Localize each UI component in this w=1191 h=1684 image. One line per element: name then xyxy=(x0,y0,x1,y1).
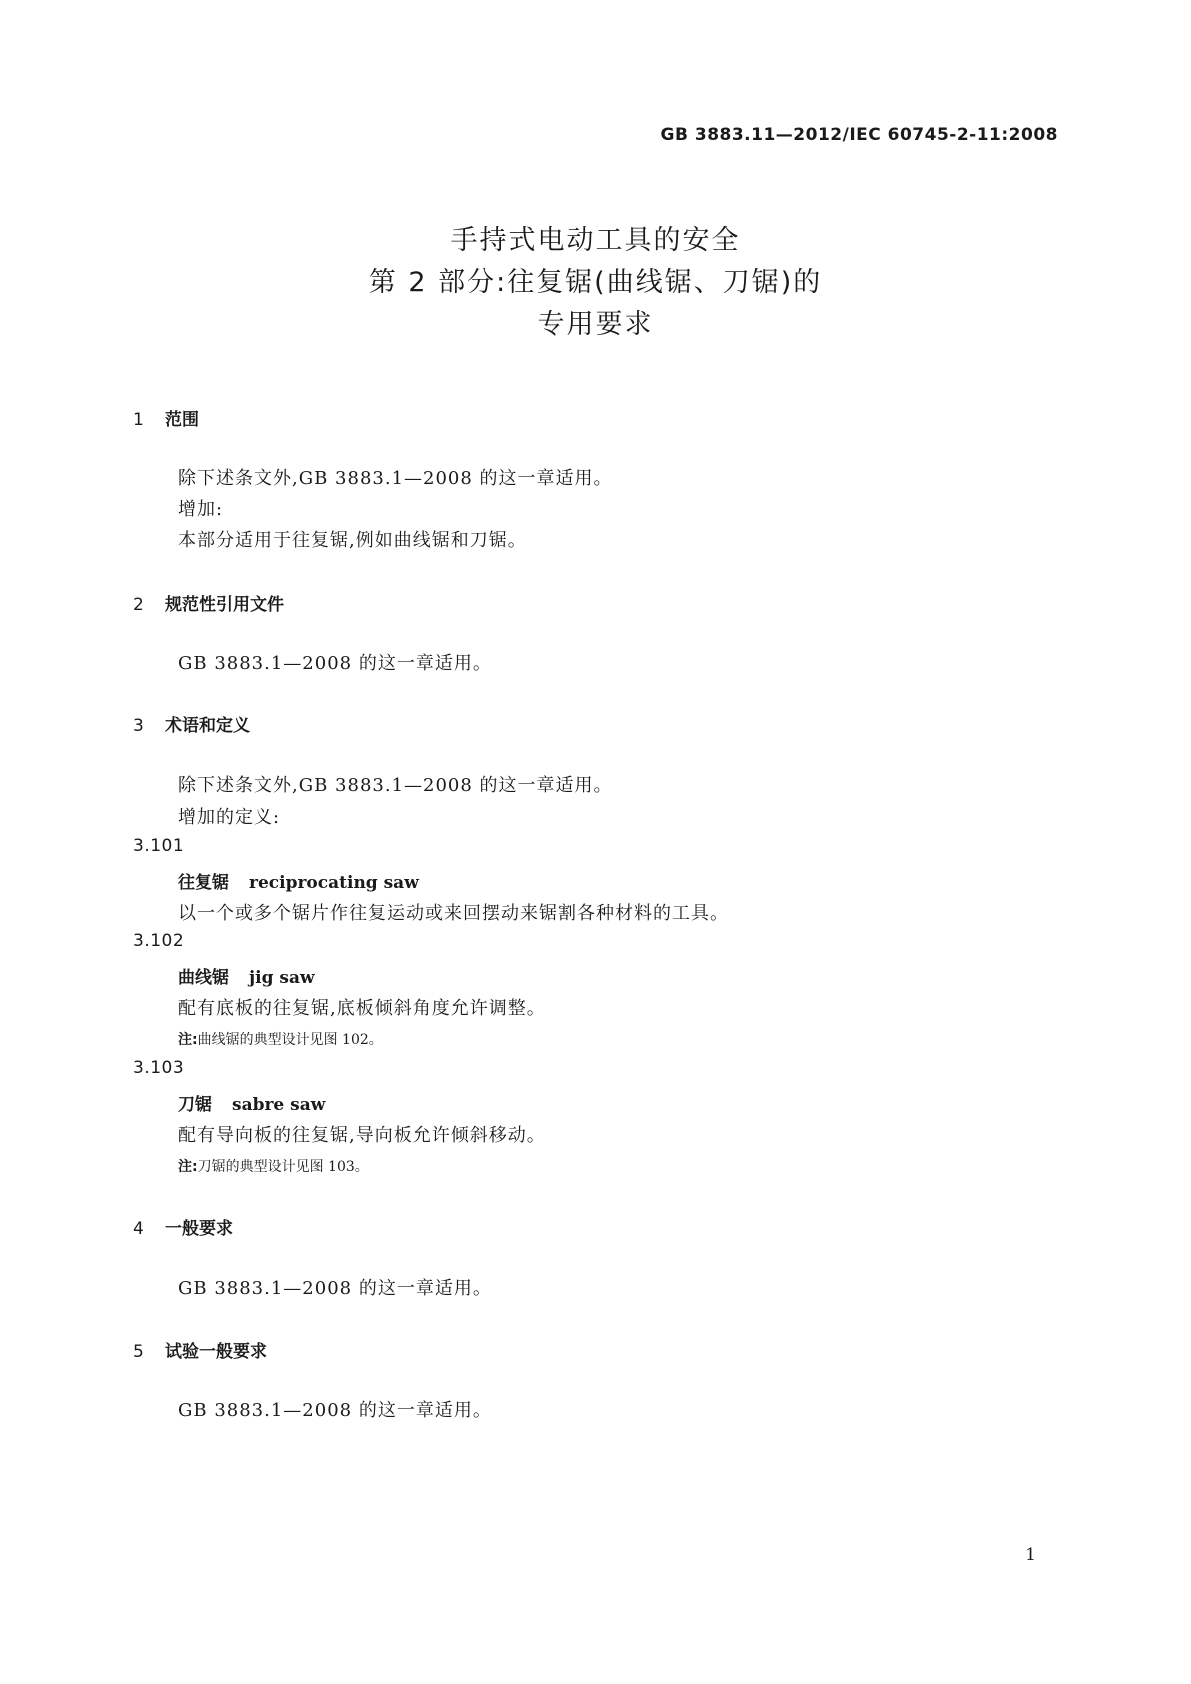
section-2-title: 规范性引用文件 xyxy=(165,595,284,615)
document-title-line-2: 第 2 部分:往复锯(曲线锯、刀锯)的 xyxy=(368,267,823,298)
term-3-101-zh: 往复锯 xyxy=(178,873,229,893)
section-1-title: 范围 xyxy=(165,410,199,430)
section-5-heading xyxy=(133,1337,267,1362)
term-3-102-zh: 曲线锯 xyxy=(178,968,229,988)
document-title-line-1: 手持式电动工具的安全 xyxy=(450,225,741,256)
section-3-title: 术语和定义 xyxy=(165,716,250,736)
term-3-102-note xyxy=(178,1029,383,1049)
standard-code: GB 3883.11—2012/IEC 60745-2-11:2008 xyxy=(660,125,1058,145)
term-3-102-en: jig saw xyxy=(249,968,315,988)
section-1-para-1: 除下述条文外,GB 3883.1—2008 的这一章适用。 xyxy=(178,468,613,489)
document-title-line-3: 专用要求 xyxy=(537,309,654,340)
term-3-101-en: reciprocating saw xyxy=(249,873,419,893)
term-3-101-heading xyxy=(178,868,419,893)
section-5-number: 5 xyxy=(133,1342,144,1362)
section-4-number: 4 xyxy=(133,1219,144,1239)
note-text: 曲线锯的典型设计见图 102。 xyxy=(197,1032,383,1048)
note-label: 注: xyxy=(178,1159,198,1175)
section-2-para-1: GB 3883.1—2008 的这一章适用。 xyxy=(178,653,492,674)
section-5-title: 试验一般要求 xyxy=(165,1342,267,1362)
page-number: 1 xyxy=(1025,1545,1036,1565)
term-3-102-number: 3.102 xyxy=(133,931,185,951)
section-1-para-2: 增加: xyxy=(178,499,224,520)
section-4-para-1: GB 3883.1—2008 的这一章适用。 xyxy=(178,1278,492,1299)
section-3-number: 3 xyxy=(133,716,144,736)
term-3-103-heading xyxy=(178,1090,325,1115)
term-3-103-en: sabre saw xyxy=(232,1095,326,1115)
section-3-heading xyxy=(133,711,250,736)
section-2-heading xyxy=(133,590,284,615)
term-3-102-heading xyxy=(178,963,315,988)
term-3-103-definition: 配有导向板的往复锯,导向板允许倾斜移动。 xyxy=(178,1125,546,1146)
term-3-103-note xyxy=(178,1156,369,1176)
section-1-heading xyxy=(133,405,199,430)
section-5-para-1: GB 3883.1—2008 的这一章适用。 xyxy=(178,1400,492,1421)
term-3-101-definition: 以一个或多个锯片作往复运动或来回摆动来锯割各种材料的工具。 xyxy=(178,903,729,924)
term-3-102-definition: 配有底板的往复锯,底板倾斜角度允许调整。 xyxy=(178,998,546,1019)
section-3-para-1: 除下述条文外,GB 3883.1—2008 的这一章适用。 xyxy=(178,775,613,796)
note-label: 注: xyxy=(178,1032,198,1048)
section-4-title: 一般要求 xyxy=(165,1219,233,1239)
term-3-103-zh: 刀锯 xyxy=(178,1095,212,1115)
section-1-number: 1 xyxy=(133,410,144,430)
note-text: 刀锯的典型设计见图 103。 xyxy=(197,1159,369,1175)
section-3-para-2: 增加的定义: xyxy=(178,807,281,828)
term-3-101-number: 3.101 xyxy=(133,836,185,856)
term-3-103-number: 3.103 xyxy=(133,1058,185,1078)
section-2-number: 2 xyxy=(133,595,144,615)
section-4-heading xyxy=(133,1214,233,1239)
section-1-para-3: 本部分适用于往复锯,例如曲线锯和刀锯。 xyxy=(178,530,527,551)
